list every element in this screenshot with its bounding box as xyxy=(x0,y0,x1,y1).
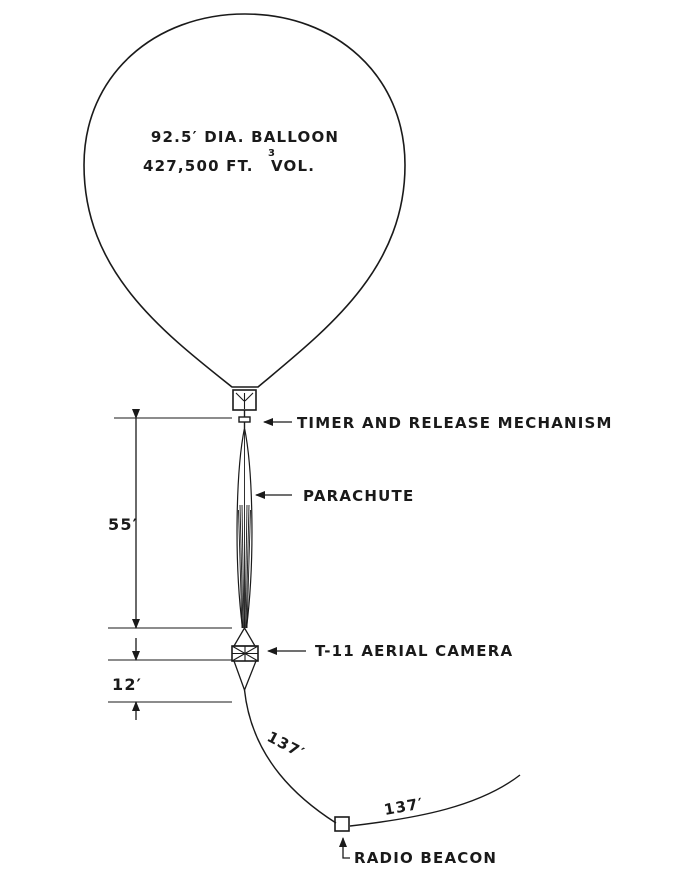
line-length-label-b: 137′ xyxy=(382,794,426,819)
balloon-diameter-label: 92.5′ DIA. BALLOON xyxy=(150,128,340,146)
line-beacon-trailing xyxy=(350,775,520,826)
radio-beacon xyxy=(335,817,349,831)
dimension-lower-label: 12′ xyxy=(112,675,143,694)
parachute xyxy=(237,428,252,628)
balloon-volume-label: 427,500 FT. xyxy=(143,157,254,175)
line-length-label-a: 137′ xyxy=(264,727,308,763)
t11-aerial-camera xyxy=(232,628,258,690)
camera-label: T-11 AERIAL CAMERA xyxy=(315,642,514,660)
timer-release-mechanism xyxy=(233,390,256,428)
parachute-label: PARACHUTE xyxy=(303,487,415,505)
beacon-pointer-arrow xyxy=(343,838,350,858)
balloon-envelope xyxy=(84,14,405,387)
dimension-upper-label: 55′ xyxy=(108,515,139,534)
beacon-label: RADIO BEACON xyxy=(354,849,498,867)
balloon-volume-unit: VOL. xyxy=(271,157,316,175)
balloon-volume-exponent: 3 xyxy=(268,148,277,159)
timer-label: TIMER AND RELEASE MECHANISM xyxy=(297,414,613,432)
